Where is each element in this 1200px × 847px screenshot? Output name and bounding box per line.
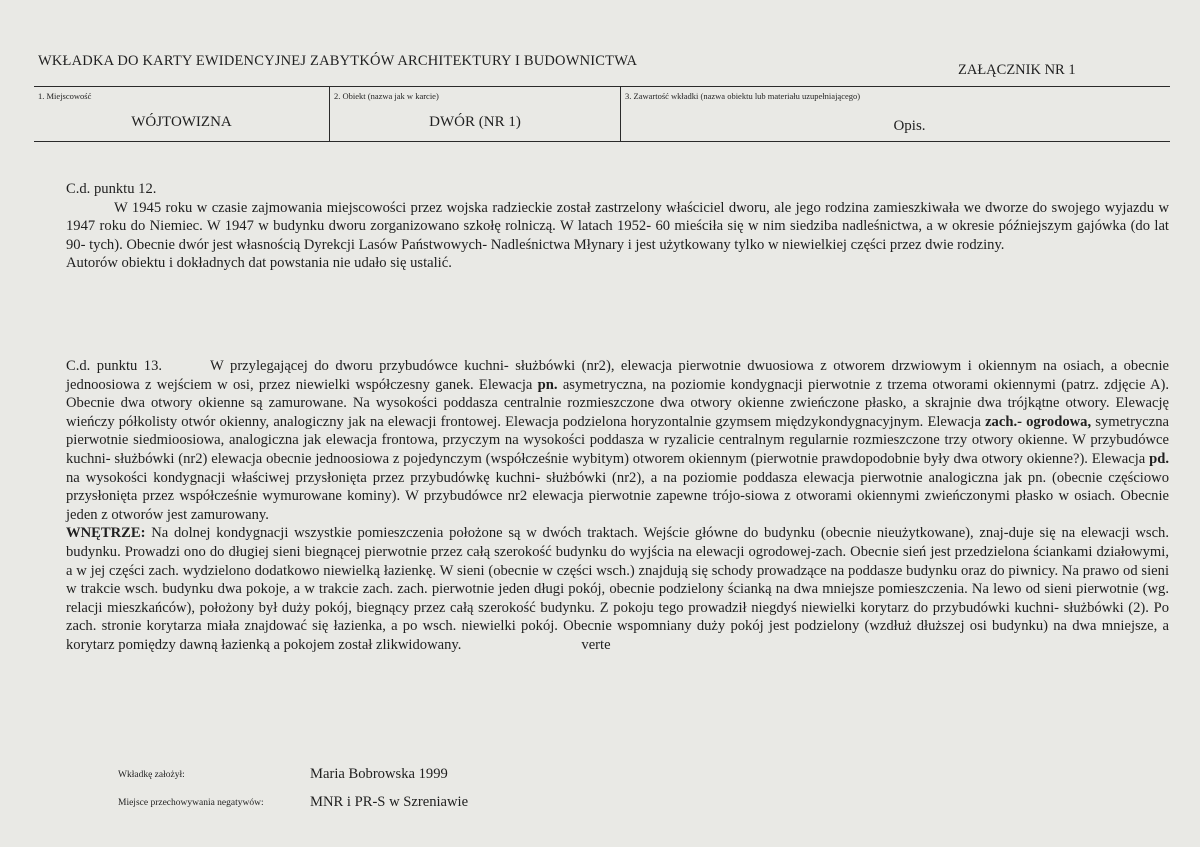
- interior-text: Na dolnej kondygnacji wszystkie pomieszczenia położone są w dwóch traktach. Wejście główne do budynku (obecnie nieużytkowane), znaj-duje się na elewacji wsch. budynku. Prowadzi ono do długiej sieni biegnącej pierwotnie przez całą szerokość budynku do wyjścia na elewacji ogrodowej-zach. Obecnie sień jest przedzielona ściankami działowymi, a w jej części zach. wydzielono dodatkowo niewielką łazienkę. W sieni (obecnie w części wsch.) znajdują się schody prowadzące na poddasze budynku oraz do piwnicy. Na prawo od sieni w trakcie wsch. budynku dwa pokoje, a w trakcie zach. zach. pierwotnie jeden długi pokój, obecnie podzielony ścianką na dwa mniejsze pomieszczenia. Na lewo od sieni pierwotnie (wg. relacji mieszkańców), położony był duży pokój, biegnący przez całą szerokość budynku. Z pokoju tego prowadził niegdyś niewielki korytarz do przybudówki kuchni- służbówki (2). Po zach. stronie korytarza miała znajdować się łazienka, a po wsch. niewielki pokój. Obecnie wspomniany duży pokój jest podzielony (wzdłuż dłuższej osi budynku) na dwa mniejsze, a korytarz pomiędzy dawną łazienką a pokojem został zlikwidowany.: [66, 525, 1169, 653]
- author-value: Maria Bobrowska 1999: [310, 766, 448, 782]
- section-13-facades: [66, 357, 1169, 524]
- storage-value: MNR i PR-S w Szreniawie: [310, 794, 469, 810]
- interior-label: WNĘTRZE:: [66, 525, 146, 542]
- facade-west-label: zach.- ogrodowa,: [985, 413, 1092, 430]
- section-12-heading: C.d. punktu 12.: [66, 181, 157, 197]
- section-13: [66, 357, 1169, 655]
- field-locality: [34, 87, 329, 141]
- facades-text-1: W przylegającej do dworu przybudówce kuchni- służbówki (nr2), elewacja pierwotnie dwuosiowa z otworem drzwiowym i okiennym na osiach, a obecnie jednoosiowa z wejściem w osi, przez niewielki współczesny ganek. Elewacja: [66, 358, 1170, 393]
- facade-south-label: pd.: [1149, 450, 1169, 467]
- header-fields-table: [34, 86, 1170, 142]
- field-contents-label: 3. Zawartość wkładki (nazwa obiektu lub materiału uzupełniającego): [625, 91, 861, 101]
- field-contents: [620, 87, 1170, 141]
- verte-mark: verte: [581, 636, 611, 653]
- section-12-paragraph: W 1945 roku w czasie zajmowania miejscowości przez wojska radzieckie został zastrzelony właściciel dworu, ale jego rodzina zamieszkiwała we dworze do swojego wyjazdu w 1947 roku do Niemiec. W 1947 w budynku dworu zorganizowano szkołę rolniczą. W latach 1952- 60 mieściła się w nim siedziba nadleśnictwa, a w okresie późniejszym gajówka (do lat 90- tych). Obecnie dwór jest własnością Dyrekcji Lasów Państwowych- Nadleśnictwa Młynary i jest użytkowany tylko w niewielkiej części przez dwie rodziny.: [66, 199, 1169, 253]
- facade-north-label: pn.: [537, 376, 558, 393]
- storage-label: Miejsce przechowywania negatywów:: [118, 798, 264, 808]
- field-object-label: 2. Obiekt (nazwa jak w karcie): [334, 91, 439, 101]
- section-12: [66, 180, 1169, 273]
- facades-text-4: na wysokości kondygnacji właściwej przysłonięta przez przybudówkę kuchni- służbówki (nr2), a na poziomie poddasza elewacja pierwotnie analogiczna jak pn. (obecnie częściowo przysłonięta przez współcześnie wymurowane kominy). W przybudówce nr2 elewacja pierwotnie zapewne trójo-siowa z otworami okiennymi zwieńczonymi płasko w osiach. Obecnie jeden z otworów jest zamurowany.: [66, 469, 1169, 523]
- field-object: [329, 87, 620, 141]
- facades-text-3: symetryczna pierwotnie siedmioosiowa, analogiczna jak elewacja frontowa, przyczym na wysokości poddasza w ryzalicie centralnym regularnie rozmieszczone trzy otwory okienne. W przybudówce kuchni- służbówki (nr2) elewacja obecnie jednoosiowa z pojedynczym (współcześnie wybitym) otworem okiennym (pierwotnie prawdopodobnie były dwa otwory okienne?). Elewacja: [66, 413, 1169, 467]
- section-13-heading: C.d. punktu 13.: [66, 358, 163, 374]
- field-object-value: DWÓR (NR 1): [429, 114, 521, 130]
- annex-number: ZAŁĄCZNIK NR 1: [958, 62, 1076, 78]
- field-locality-label: 1. Miejscowość: [38, 91, 92, 101]
- facades-text-2: asymetryczna, na poziomie kondygnacji pierwotnie z trzema otworami okiennymi (patrz. zdjęcie A). Obecnie dwa otwory okienne są zamurowane. Na wysokości poddasza centralnie rozmieszczone dwa otwory okienne zwieńczone płasko, a skrajnie dwa trójkątne otwory. Elewację wieńczy półkolisty otwór okienny, analogiczny jak na elewacji frontowej. Elewacja podzielona horyzontalnie gzymsem międzykondygnacyjnym. Elewacja: [66, 376, 1170, 430]
- author-label: Wkładkę założył:: [118, 770, 185, 780]
- field-contents-value: Opis.: [893, 118, 926, 134]
- field-locality-value: WÓJTOWIZNA: [131, 114, 232, 130]
- section-13-interior: [66, 524, 1169, 654]
- document-title: WKŁADKA DO KARTY EWIDENCYJNEJ ZABYTKÓW ARCHITEKTURY I BUDOWNICTWA: [38, 53, 638, 69]
- section-12-note: Autorów obiektu i dokładnych dat powstania nie udało się ustalić.: [66, 255, 452, 272]
